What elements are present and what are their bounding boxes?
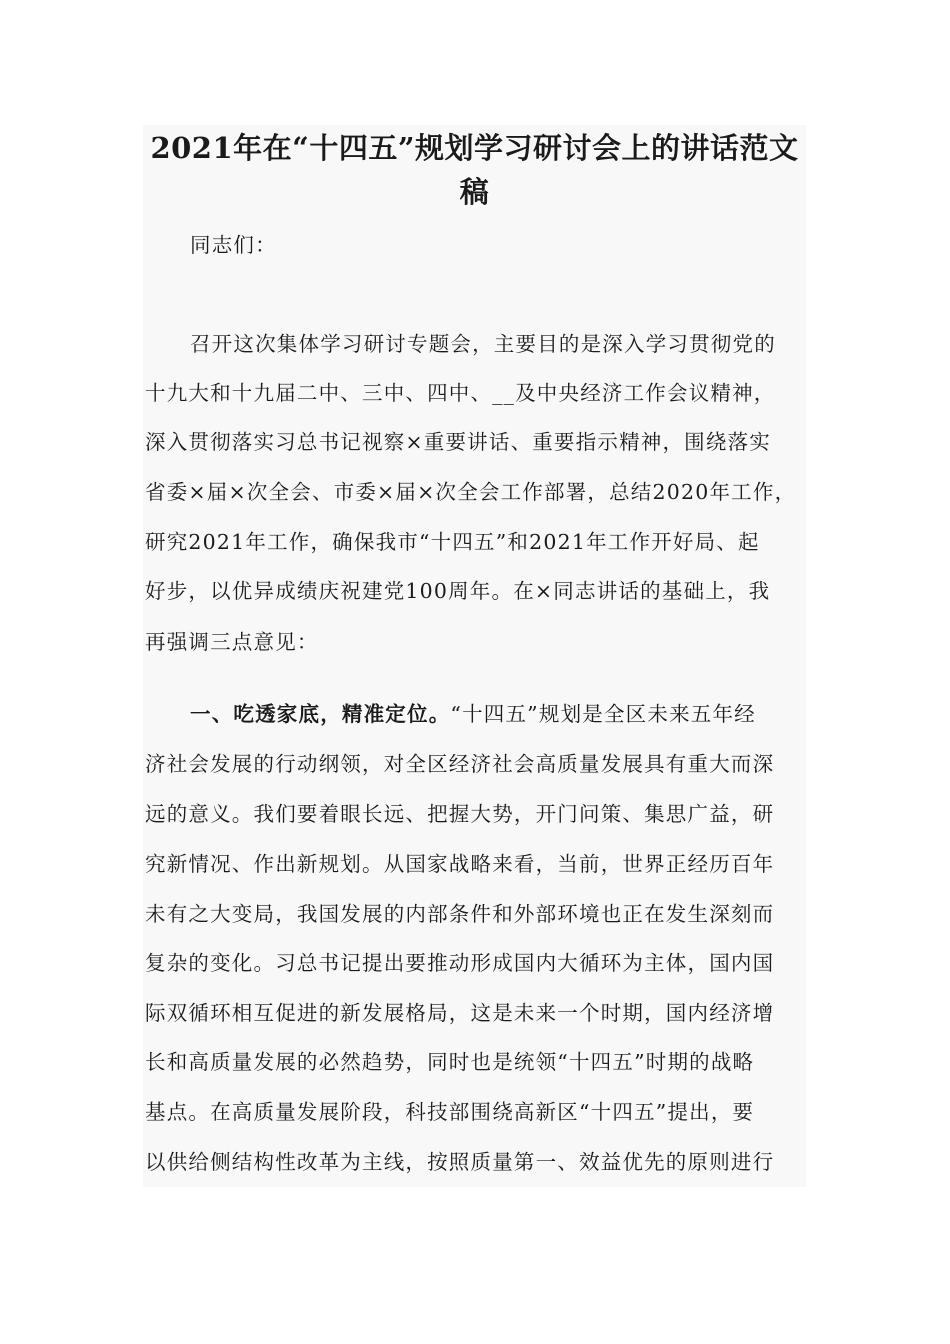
- section-1-line-6: 复杂的变化。习总书记提出要推动形成国内大循环为主体，国内国: [145, 951, 775, 975]
- section-1-line-7: 际双循环相互促进的新发展格局，这是未来一个时期，国内经济增: [145, 1001, 775, 1025]
- section-1-line-3: 远的意义。我们要着眼长远、把握大势，开门问策、集思广益，研: [145, 802, 775, 826]
- salutation: 同志们：: [190, 233, 277, 257]
- intro-line-5: 研究2021年工作，确保我市“十四五”和2021年工作开好局、起: [145, 530, 760, 554]
- intro-line-6: 好步，以优异成绩庆祝建党100周年。在×同志讲话的基础上，我: [145, 579, 771, 603]
- intro-line-3: 深入贯彻落实习总书记视察×重要讲话、重要指示精神，围绕落实: [145, 430, 771, 454]
- section-1-line-2: 济社会发展的行动纲领，对全区经济社会高质量发展具有重大而深: [145, 752, 775, 776]
- title-line-1: 2021年在“十四五”规划学习研讨会上的讲话范文: [150, 131, 799, 165]
- section-1-line-8: 长和高质量发展的必然趋势，同时也是统领“十四五”时期的战略: [145, 1050, 755, 1074]
- intro-line-4: 省委×届×次全会、市委×届×次全会工作部署，总结2020年工作，: [145, 480, 797, 504]
- section-1-first-line-rest: “十四五”规划是全区未来五年经: [450, 702, 756, 726]
- section-1-line-10: 以供给侧结构性改革为主线，按照质量第一、效益优先的原则进行: [145, 1150, 775, 1174]
- section-1-line-5: 未有之大变局，我国发展的内部条件和外部环境也正在发生深刻而: [145, 902, 775, 926]
- intro-line-7: 再强调三点意见：: [145, 630, 319, 654]
- intro-line-2: 十九大和十九届二中、三中、四中、__及中央经济工作会议精神，: [145, 381, 776, 405]
- section-1-line-4: 究新情况、作出新规划。从国家战略来看，当前，世界正经历百年: [145, 852, 775, 876]
- section-1-line-9: 基点。在高质量发展阶段，科技部围绕高新区“十四五”提出，要: [145, 1100, 755, 1124]
- section-1-heading: 一、吃透家底，精准定位。: [190, 702, 451, 726]
- document-title: [143, 126, 806, 214]
- section-1-line-1: [190, 699, 880, 729]
- title-line-2: 稿: [459, 175, 490, 209]
- intro-line-1: 召开这次集体学习研讨专题会，主要目的是深入学习贯彻党的: [190, 332, 776, 356]
